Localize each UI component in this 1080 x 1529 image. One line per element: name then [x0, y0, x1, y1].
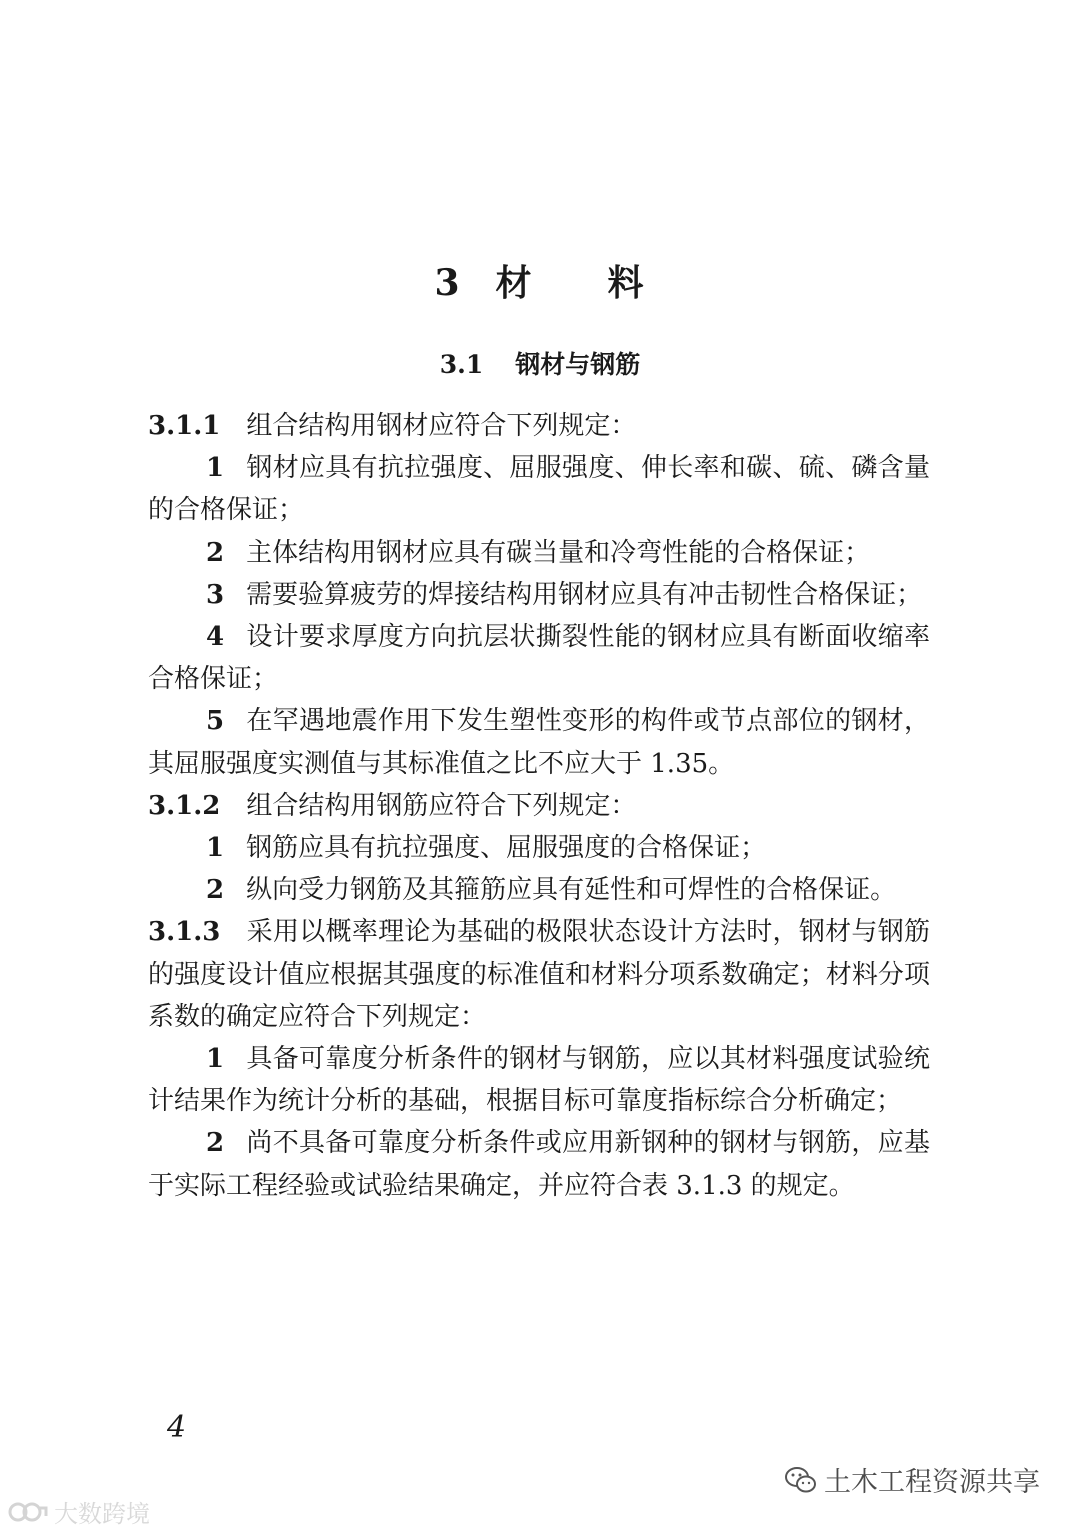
- wechat-icon: [784, 1465, 818, 1495]
- body-text: [148, 405, 930, 1207]
- item-text: 钢筋应具有抗拉强度、屈服强度的合格保证；: [246, 833, 767, 864]
- list-item: [148, 700, 930, 784]
- item-number: 2: [206, 875, 225, 906]
- clause-text: 组合结构用钢材应符合下列规定：: [246, 411, 637, 441]
- list-item: [148, 827, 930, 869]
- item-text: 主体结构用钢材应具有碳当量和冷弯性能的合格保证；: [246, 537, 871, 568]
- clause-text: 采用以概率理论为基础的极限状态设计方法时，钢材与钢筋的强度设计值应根据其强度的标准值和材料分项系数确定；材料分项系数的确定应符合下列规定：: [148, 917, 930, 1032]
- link-icon: [6, 1499, 50, 1525]
- item-number: 1: [206, 1044, 225, 1075]
- clause-number: 3.1.1: [148, 411, 221, 441]
- item-number: 3: [206, 579, 225, 610]
- clause-3-1-1: [148, 405, 930, 447]
- item-text: 钢材应具有抗拉强度、屈服强度、伸长率和碳、硫、磷含量的合格保证；: [148, 453, 930, 526]
- list-item: [148, 574, 930, 616]
- clause-number: 3.1.3: [148, 917, 221, 948]
- chapter-title: [0, 255, 1080, 306]
- watermark-account: [784, 1460, 1040, 1499]
- watermark-account-text: 土木工程资源共享: [824, 1467, 1040, 1498]
- clause-3-1-2: [148, 785, 930, 827]
- chapter-word-1: 材: [495, 262, 534, 304]
- item-number: 5: [206, 706, 225, 737]
- item-number: 2: [206, 1128, 225, 1159]
- list-item: [148, 532, 930, 574]
- section-heading: 钢材与钢筋: [515, 350, 641, 379]
- item-text: 在罕遇地震作用下发生塑性变形的构件或节点部位的钢材，其屈服强度实测值与其标准值之比不应大于 1.35。: [148, 706, 930, 779]
- item-number: 1: [206, 453, 225, 484]
- item-number: 4: [206, 622, 225, 653]
- item-text: 具备可靠度分析条件的钢材与钢筋，应以其材料强度试验统计结果作为统计分析的基础，根据目标可靠度指标综合分析确定；: [148, 1044, 930, 1117]
- page-number: 4: [167, 1410, 187, 1445]
- item-text: 纵向受力钢筋及其箍筋应具有延性和可焊性的合格保证。: [246, 875, 897, 906]
- item-text: 需要验算疲劳的焊接结构用钢材应具有冲击韧性合格保证；: [246, 579, 923, 610]
- list-item: [148, 447, 930, 531]
- list-item: [148, 616, 930, 700]
- watermark-brand: [6, 1494, 150, 1529]
- watermark-brand-text: 大数跨境: [54, 1500, 150, 1528]
- list-item: [148, 869, 930, 911]
- list-item: [148, 1038, 930, 1122]
- item-text: 设计要求厚度方向抗层状撕裂性能的钢材应具有断面收缩率合格保证；: [148, 622, 930, 695]
- item-number: 1: [206, 833, 225, 864]
- chapter-word-2: 料: [607, 262, 646, 304]
- item-number: 2: [206, 537, 225, 568]
- section-title: [0, 345, 1080, 381]
- clause-3-1-3: [148, 911, 930, 1038]
- clause-number: 3.1.2: [148, 790, 221, 821]
- list-item: [148, 1122, 930, 1206]
- section-number: 3.1: [439, 350, 484, 379]
- chapter-number: 3: [434, 262, 462, 304]
- clause-text: 组合结构用钢筋应符合下列规定：: [246, 790, 637, 821]
- item-text: 尚不具备可靠度分析条件或应用新钢种的钢材与钢筋，应基于实际工程经验或试验结果确定，并应符合表 3.1.3 的规定。: [148, 1128, 930, 1201]
